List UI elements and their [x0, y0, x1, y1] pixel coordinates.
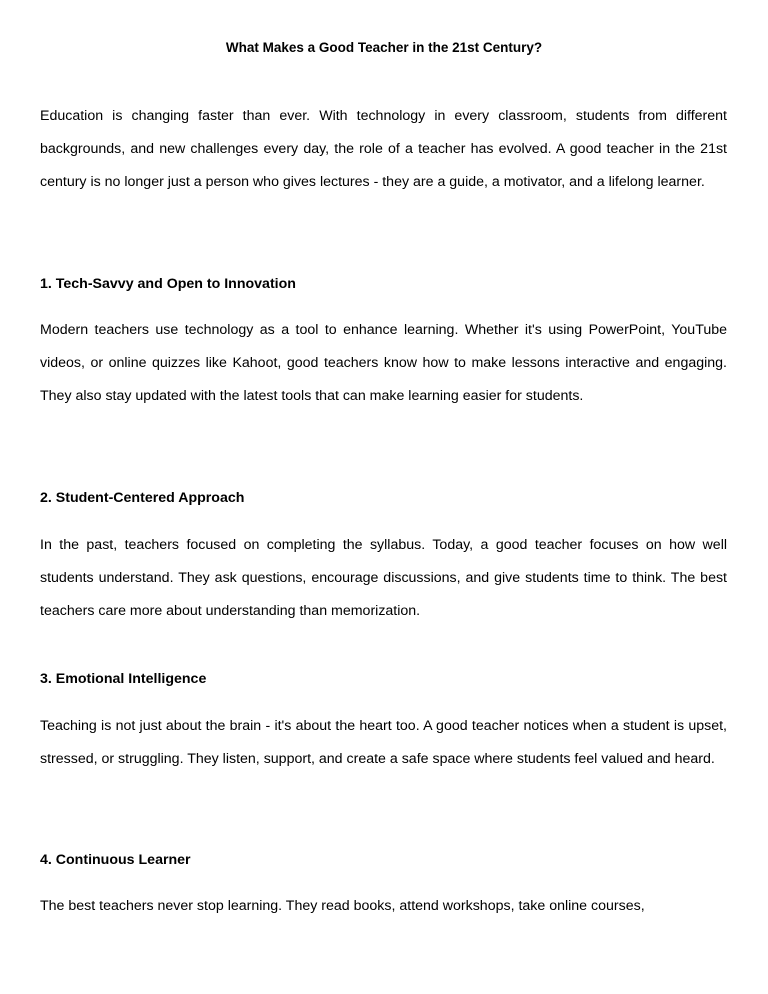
section-body-continuous-learner: The best teachers never stop learning. They read books, attend workshops, take online courses,	[40, 898, 645, 914]
section-heading-emotional-intelligence: 3. Emotional Intelligence	[40, 671, 207, 687]
section-body-student-centered: In the past, teachers focused on completing the syllabus. Today, a good teacher focuses on how well students understand. They ask questions, encourage discussions, and give students time to think. The best teachers care more about understanding than memorization.	[40, 537, 727, 619]
section-body-emotional-intelligence: Teaching is not just about the brain - it's about the heart too. A good teacher notices when a student is upset, stressed, or struggling. They listen, support, and create a safe space where students feel valued and heard.	[40, 718, 727, 767]
section-heading-continuous-learner: 4. Continuous Learner	[40, 852, 191, 868]
document-title: What Makes a Good Teacher in the 21st Century?	[225, 40, 543, 55]
section-body-tech-savvy: Modern teachers use technology as a tool to enhance learning. Whether it's using PowerPoint, YouTube videos, or online quizzes like Kahoot, good teachers know how to make lessons interactive and engaging. They also stay updated with the latest tools that can make learning easier for students.	[40, 322, 727, 404]
section-heading-student-centered: 2. Student-Centered Approach	[40, 490, 245, 506]
section-heading-tech-savvy: 1. Tech-Savvy and Open to Innovation	[40, 276, 296, 292]
intro-paragraph: Education is changing faster than ever. With technology in every classroom, students from different backgrounds, and new challenges every day, the role of a teacher has evolved. A good teacher in the 21st century is no longer just a person who gives lectures - they are a guide, a motivator, and a lifelong learner.	[40, 108, 727, 190]
